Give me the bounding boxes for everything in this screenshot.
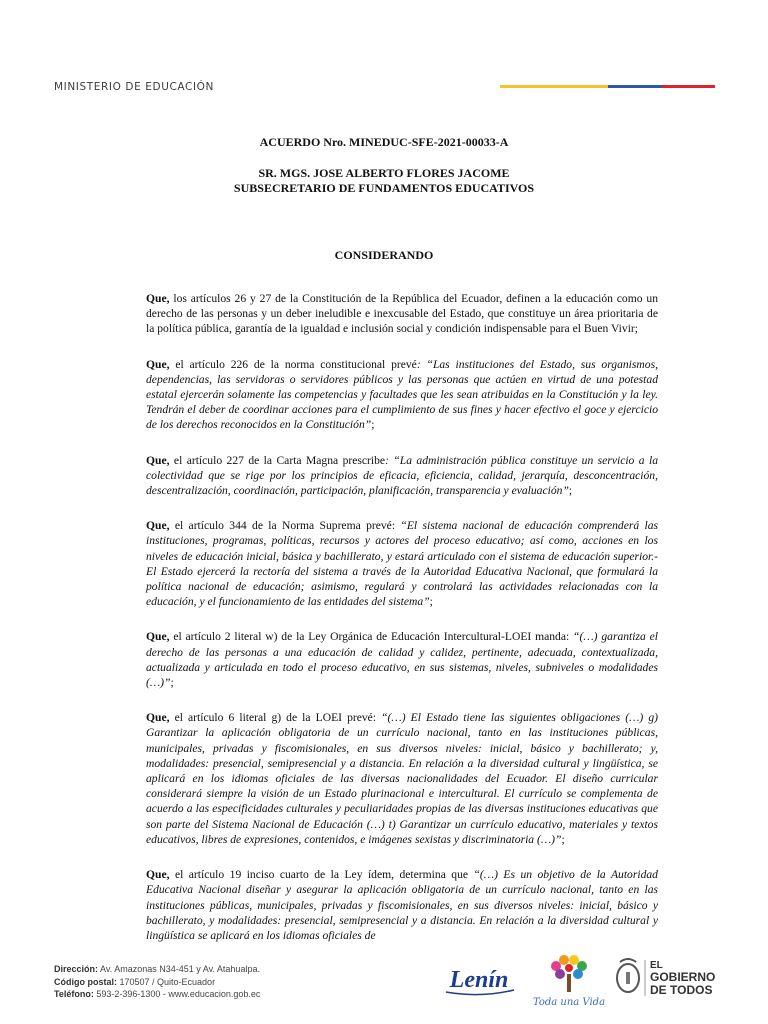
footer-address	[54, 963, 260, 976]
clause-paragraph	[146, 518, 658, 609]
considerando-heading: CONSIDERANDO	[334, 248, 434, 262]
flag-color-bar	[500, 85, 715, 88]
clause-end: ;	[568, 484, 573, 498]
clause-end: ;	[170, 676, 174, 690]
tree-icon	[551, 955, 587, 992]
clause-lead: Que,	[146, 519, 170, 533]
tree-leaf	[573, 969, 583, 979]
clause-text: el artículo 2 literal w) de la Ley Orgánica de Educación Intercultural-LOEI manda:	[169, 630, 574, 644]
clause-paragraph	[146, 291, 658, 337]
coat-of-arms-icon	[617, 959, 639, 992]
clause-lead: Que,	[146, 453, 170, 467]
tree-leaf	[565, 964, 573, 972]
clause-text: el artículo 226 de la norma constitucional prevé	[169, 357, 417, 371]
official-name: SR. MGS. JOSE ALBERTO FLORES JACOME	[258, 166, 510, 180]
tree-leaf	[555, 969, 565, 979]
footer-postal-label: Código postal:	[54, 976, 117, 987]
clause-lead: Que,	[146, 630, 170, 644]
ministry-header: MINISTERIO DE EDUCACIÓN	[54, 81, 214, 93]
condor-wings	[620, 959, 636, 962]
tree-leaf	[559, 955, 569, 965]
lenin-logo	[440, 960, 518, 1000]
clause-quote: “(…) garantiza el derecho de las personas a una educación de calidad y calidez, pertinente, adecuada, contextualizada, actualizada y articulada en todo el proceso educativo, en sus sistemas, niveles, subniveles o modalidades (…)”	[146, 630, 658, 690]
clause-paragraph	[146, 710, 658, 847]
clause-paragraph	[146, 357, 658, 433]
shield-center	[626, 972, 630, 984]
footer-postal-value: 170507 / Quito-Ecuador	[117, 976, 216, 987]
clause-end: ;	[561, 832, 565, 846]
flag-yellow-segment	[500, 85, 608, 88]
clause-lead: Que,	[146, 711, 170, 725]
clause-quote: “El sistema nacional de educación comprenderá las instituciones, programas, políticas, recursos y actores del proceso educativo; así como, acciones en los niveles de educación inicial, básica y bachillerato, y estará articulado con el sistema de educación superior.- El Estado ejercerá la rectoría del sistema a través de la Autoridad Educativa Nacional, que formulará la política nacional de educación; asimismo, regulará y controlará las actividades relacionadas con la educación, y el funcionamiento de las entidades del sistema”	[146, 519, 659, 609]
gobierno-line-2: GOBIERNO	[650, 970, 716, 984]
agreement-number: ACUERDO Nro. MINEDUC-SFE-2021-00033-A	[259, 135, 509, 149]
official-position: SUBSECRETARIO DE FUNDAMENTOS EDUCATIVOS	[233, 181, 535, 195]
clause-quote: : “La administración pública constituye un servicio a la colectividad que se rige por los principios de eficacia, eficiencia, calidad, jerarquía, desconcentración, descentralización, coordinación, participación, planificación, transparencia y evaluación”	[146, 453, 658, 498]
clause-quote: : “Las instituciones del Estado, sus organismos, dependencias, las servidoras o servidores públicos y las personas que actúen en virtud de una potestad estatal ejercerán solamente las competencias y facultades que les sean atribuidas en la Constitución y la ley. Tendrán el deber de coordinar acciones para el cumplimiento de sus fines y hacer efectivo el goce y ejercicio de los derechos reconocidos en la Constitución”	[146, 357, 658, 432]
clause-text: el artículo 19 inciso cuarto de la Ley ídem, determina que	[169, 868, 474, 882]
clause-end: ;	[429, 595, 433, 609]
clause-text: el artículo 6 literal g) de la LOEI prevé:	[169, 711, 382, 725]
clause-text: el artículo 344 de la Norma Suprema prevé:	[169, 519, 401, 533]
clause-text: los artículos 26 y 27 de la Constitución de la República del Ecuador, definen a la educación como un derecho de las personas y un deber ineludible e inexcusable del Estado, que constituye un área prioritaria de la política pública, garantía de la igualdad e inclusión social y condición indispensable para el Buen Vivir;	[146, 292, 658, 336]
clause-lead: Que,	[146, 292, 170, 305]
document-body	[146, 291, 658, 963]
toda-una-vida-text: Toda una Vida	[532, 997, 606, 1008]
clause-end: ;	[371, 418, 375, 432]
gobierno-de-todos-logo	[612, 954, 724, 1000]
clause-quote: “(…) El Estado tiene las siguientes obligaciones (…) g) Garantizar la aplicación obligatoria de un currículo nacional, tanto en las instituciones públicas, municipales, privadas y fiscomisionales, en sus diversos niveles: inicial, básico y bachillerato; y, modalidades: presencial, semipresencial y a distancia. En relación a la diversidad cultural y lingüística, se aplicará en los idiomas oficiales de las diversas nacionalidades del Ecuador. El diseño curricular considerará siempre la visión de un Estado plurinacional e intercultural. El currículo se complementa de acuerdo a las especificidades culturales y peculiaridades propias de las diversas instituciones educativas que son parte del Sistema Nacional de Educación (…) t) Garantizar un currículo educativo, materiales y textos educativos, libres de expresiones, contenidos, e imágenes sexistas y discriminatoria (…)”	[146, 711, 658, 846]
footer-contact	[54, 963, 260, 1001]
tree-trunk	[567, 974, 571, 992]
gobierno-line-1: EL	[650, 960, 663, 971]
clause-paragraph	[146, 629, 658, 690]
flag-red-segment	[662, 85, 715, 88]
footer-phone-value: 593-2-396-1300 - www.educacion.gob.ec	[93, 989, 261, 999]
footer-postal	[54, 976, 260, 989]
footer-address-value: Av. Amazonas N34-451 y Av. Atahualpa.	[98, 964, 260, 974]
clause-text: el artículo 227 de la Carta Magna prescribe	[169, 453, 386, 467]
clause-lead: Que,	[146, 868, 170, 882]
gobierno-line-3: DE TODOS	[650, 983, 713, 997]
footer-address-label: Dirección:	[54, 964, 99, 974]
clause-paragraph	[146, 867, 658, 943]
toda-una-vida-logo	[528, 952, 610, 1010]
footer-phone-label: Teléfono:	[54, 989, 94, 999]
lenin-logo-text: Lenín	[449, 967, 509, 993]
clause-quote: “(…) Es un objetivo de la Autoridad Educativa Nacional diseñar y asegurar la aplicación obligatoria de un currículo nacional, tanto en las instituciones públicas, municipales, privadas y fiscomisionales, en sus diversos niveles: inicial, básico y bachillerato, y modalidades: presencial, semipresencial y a distancia. En relación a la diversidad cultural y lingüística se aplicará en los idiomas oficiales de	[146, 868, 658, 942]
clause-lead: Que,	[146, 357, 170, 371]
footer-phone	[54, 988, 260, 1001]
flag-blue-segment	[608, 85, 662, 88]
tree-leaf	[569, 955, 579, 965]
clause-paragraph	[146, 453, 658, 499]
